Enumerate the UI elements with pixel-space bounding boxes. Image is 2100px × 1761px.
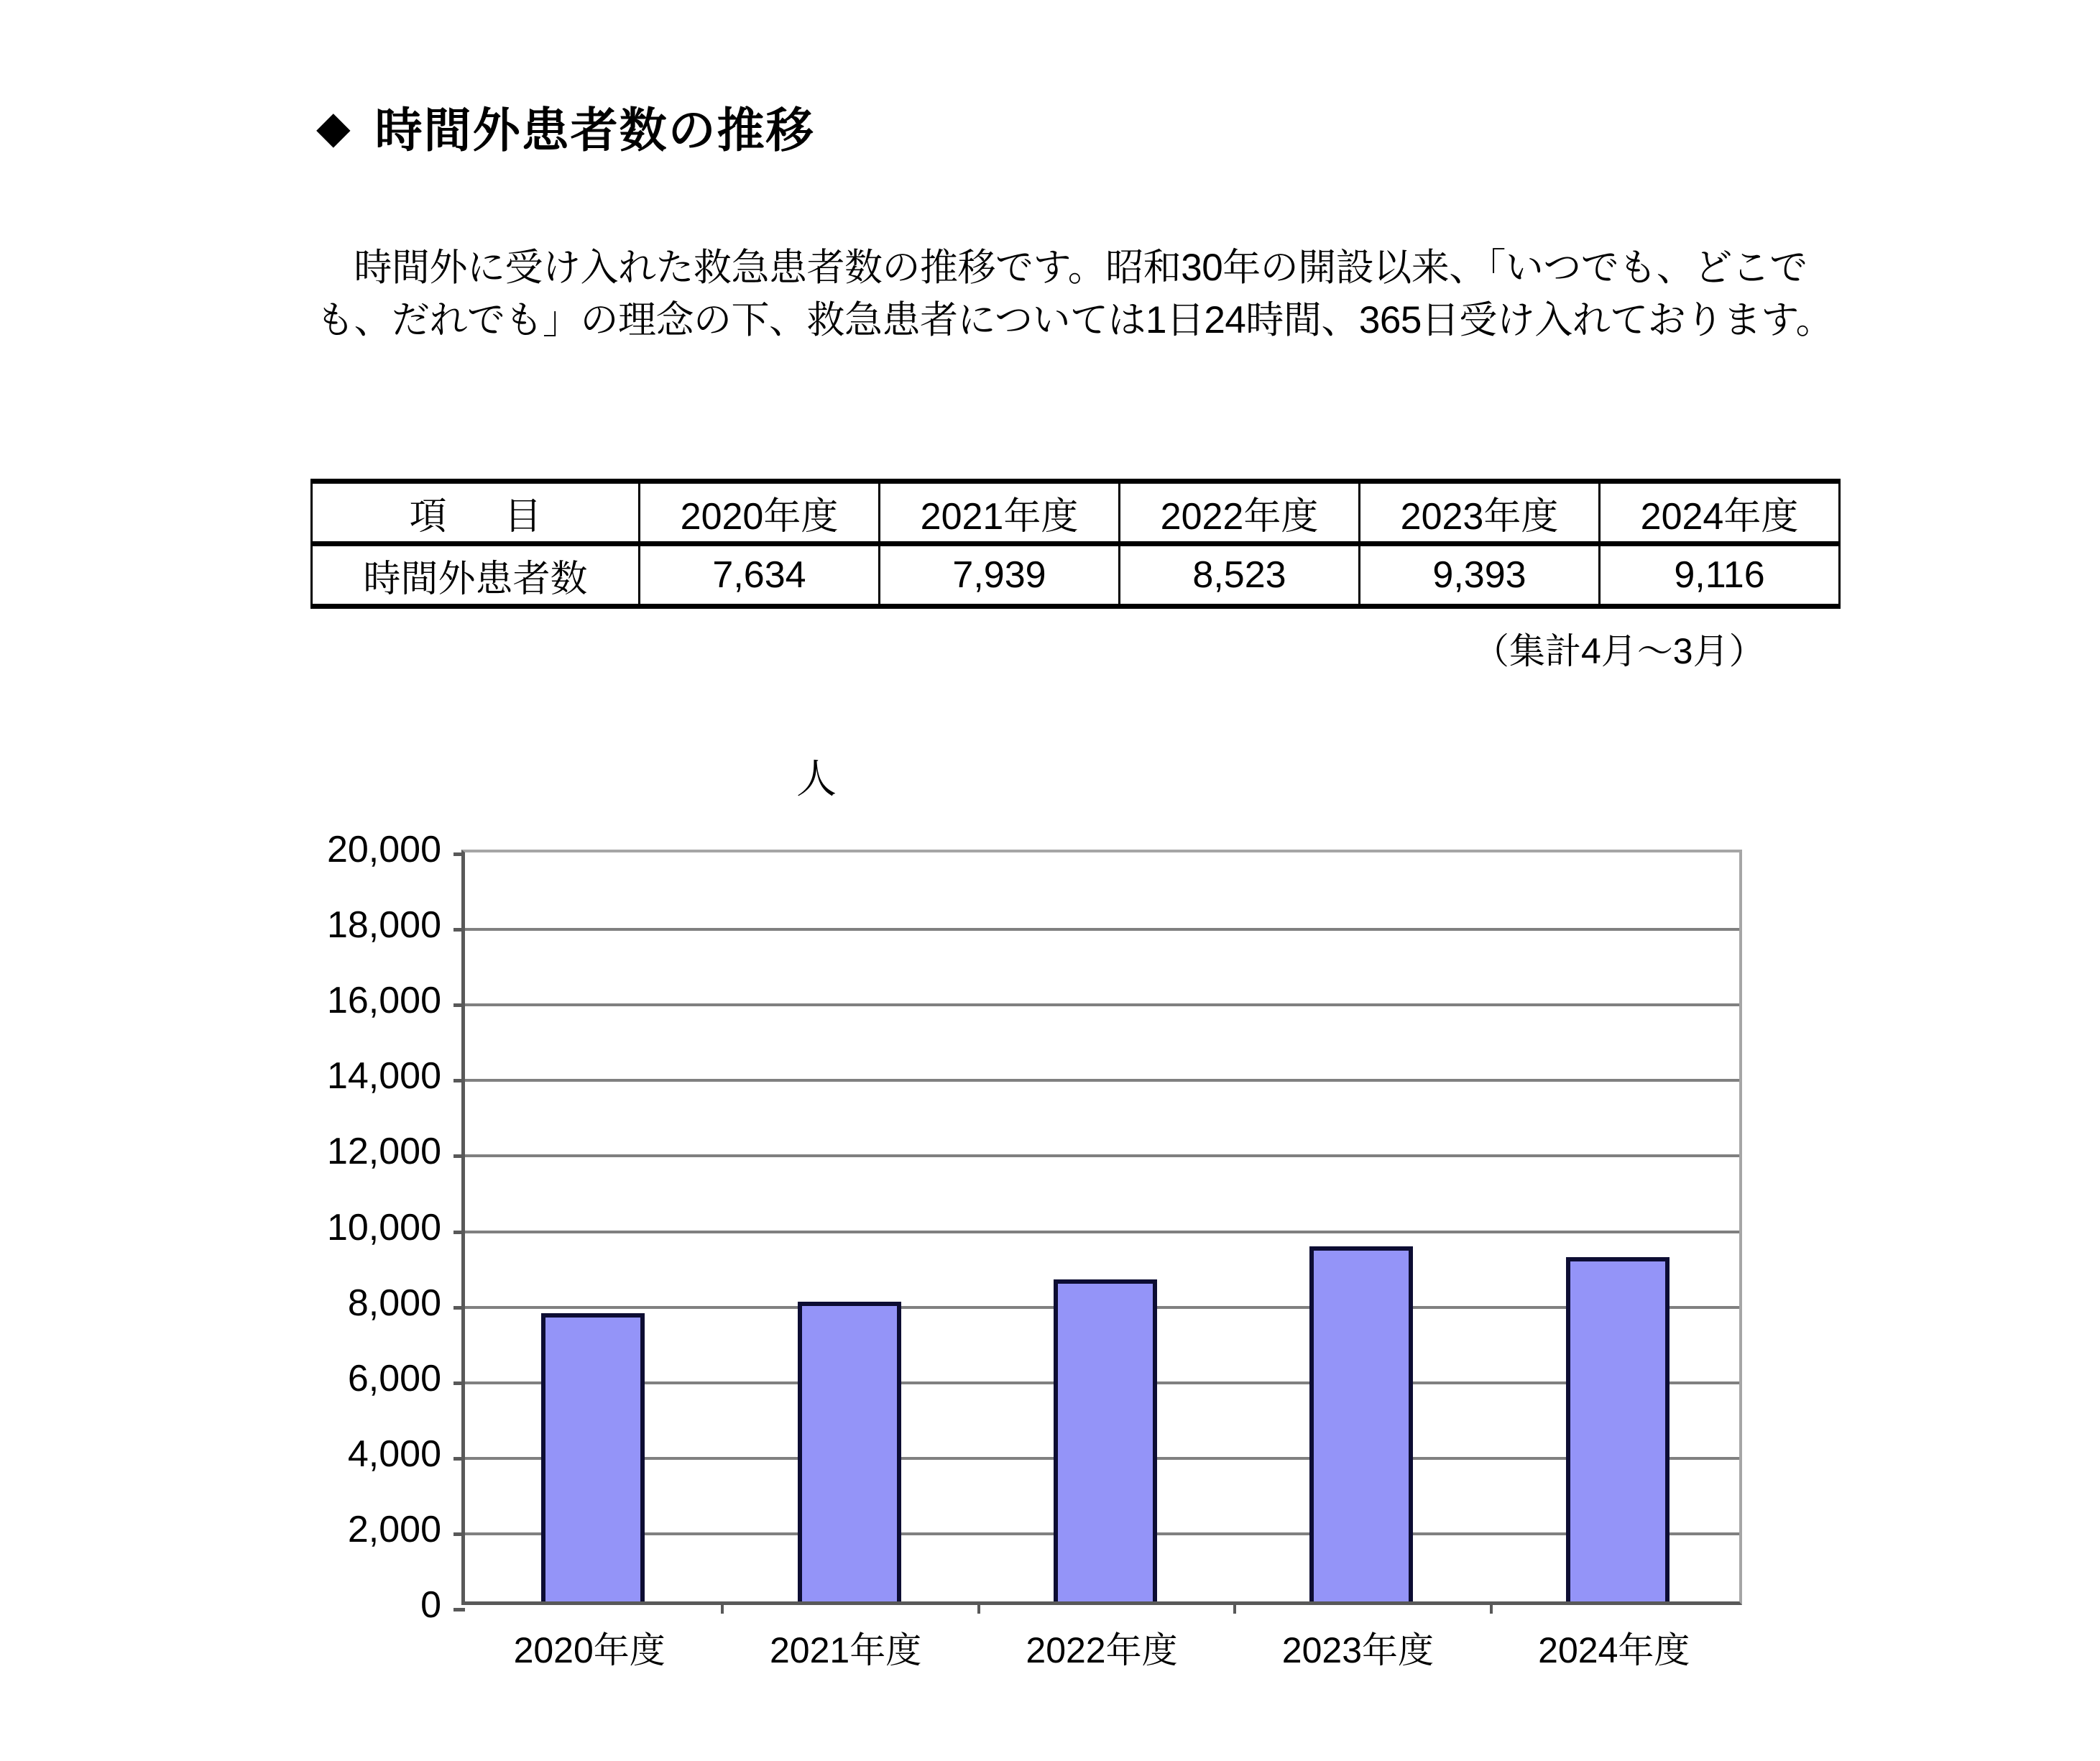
chart-y-axis-labels xyxy=(287,829,441,1626)
chart-y-tick-label: 4,000 xyxy=(347,1433,441,1475)
chart-unit-label: 人 xyxy=(796,756,837,801)
chart-bar xyxy=(541,1313,645,1601)
page-title: 時間外患者数の推移 xyxy=(374,104,815,157)
chart-gridline xyxy=(465,1154,1739,1157)
chart-y-tick xyxy=(453,1003,465,1007)
summary-table-container xyxy=(310,479,1841,609)
diamond-bullet-icon: ◆ xyxy=(316,103,351,152)
chart-y-tick xyxy=(453,1079,465,1082)
table-header-year-1: 2021年度 xyxy=(880,482,1120,544)
chart-x-tick xyxy=(977,1601,980,1614)
chart-y-tick xyxy=(453,1154,465,1158)
chart-x-tick xyxy=(1233,1601,1236,1614)
chart-bar xyxy=(1054,1279,1157,1601)
chart-bar xyxy=(1566,1257,1670,1601)
chart-y-tick-label: 20,000 xyxy=(326,829,441,870)
table-note: （集計4月～3月） xyxy=(1473,631,1765,671)
table-row xyxy=(312,544,1840,607)
chart-y-tick xyxy=(453,1231,465,1234)
chart-x-tick xyxy=(721,1601,724,1614)
chart-x-tick-label: 2020年度 xyxy=(513,1630,666,1670)
chart-y-tick-label: 18,000 xyxy=(326,904,441,947)
page-heading xyxy=(316,103,815,157)
table-cell-value-2: 8,523 xyxy=(1120,544,1360,607)
chart-y-tick xyxy=(453,1306,465,1310)
chart-y-tick xyxy=(453,852,465,856)
table-header-item xyxy=(312,482,640,544)
chart-y-tick-label: 12,000 xyxy=(326,1131,441,1173)
chart-bar xyxy=(798,1302,901,1601)
table-cell-value-0: 7,634 xyxy=(640,544,880,607)
table-header-year-4: 2024年度 xyxy=(1600,482,1840,544)
table-header-year-2: 2022年度 xyxy=(1120,482,1360,544)
table-header-year-0: 2020年度 xyxy=(640,482,880,544)
table-header-row xyxy=(312,482,1840,544)
chart-x-tick-label: 2023年度 xyxy=(1281,1630,1434,1670)
chart-y-tick-label: 0 xyxy=(420,1584,441,1626)
chart-x-tick-label: 2022年度 xyxy=(1026,1630,1178,1670)
chart-y-tick-label: 2,000 xyxy=(347,1508,441,1550)
description-paragraph: 時間外に受け入れた救急患者数の推移です。昭和30年の開設以来、「いつでも、どこでも、だれでも」の理念の下、救急患者については1日24時間、365日受け入れております。 xyxy=(316,247,1834,342)
chart-y-tick xyxy=(453,1608,465,1611)
chart-plot-area xyxy=(461,850,1742,1605)
chart-x-tick xyxy=(1490,1601,1493,1614)
table-cell-value-1: 7,939 xyxy=(880,544,1120,607)
chart-y-tick-label: 10,000 xyxy=(326,1206,441,1249)
chart-gridline xyxy=(465,1003,1739,1006)
chart-x-tick-label: 2021年度 xyxy=(769,1630,922,1670)
chart-bar xyxy=(1309,1246,1413,1601)
chart-gridline xyxy=(465,1079,1739,1082)
chart-x-tick-label: 2024年度 xyxy=(1538,1630,1690,1670)
table-header-item-label: 項 目 xyxy=(409,495,552,538)
table-row-label: 時間外患者数 xyxy=(312,544,640,607)
table-header-year-3: 2023年度 xyxy=(1360,482,1600,544)
chart-y-tick-label: 8,000 xyxy=(347,1282,441,1324)
chart-y-tick xyxy=(453,1381,465,1385)
chart-gridline xyxy=(465,928,1739,931)
chart-y-tick xyxy=(453,1532,465,1536)
summary-table xyxy=(310,479,1841,609)
chart-y-tick-label: 14,000 xyxy=(326,1055,441,1098)
chart-y-tick xyxy=(453,928,465,932)
table-cell-value-3: 9,393 xyxy=(1360,544,1600,607)
table-cell-value-4: 9,116 xyxy=(1600,544,1840,607)
chart-y-tick-label: 6,000 xyxy=(347,1357,441,1399)
chart-y-tick-label: 16,000 xyxy=(326,980,441,1022)
chart-gridline xyxy=(465,1231,1739,1233)
chart-y-tick xyxy=(453,1457,465,1461)
